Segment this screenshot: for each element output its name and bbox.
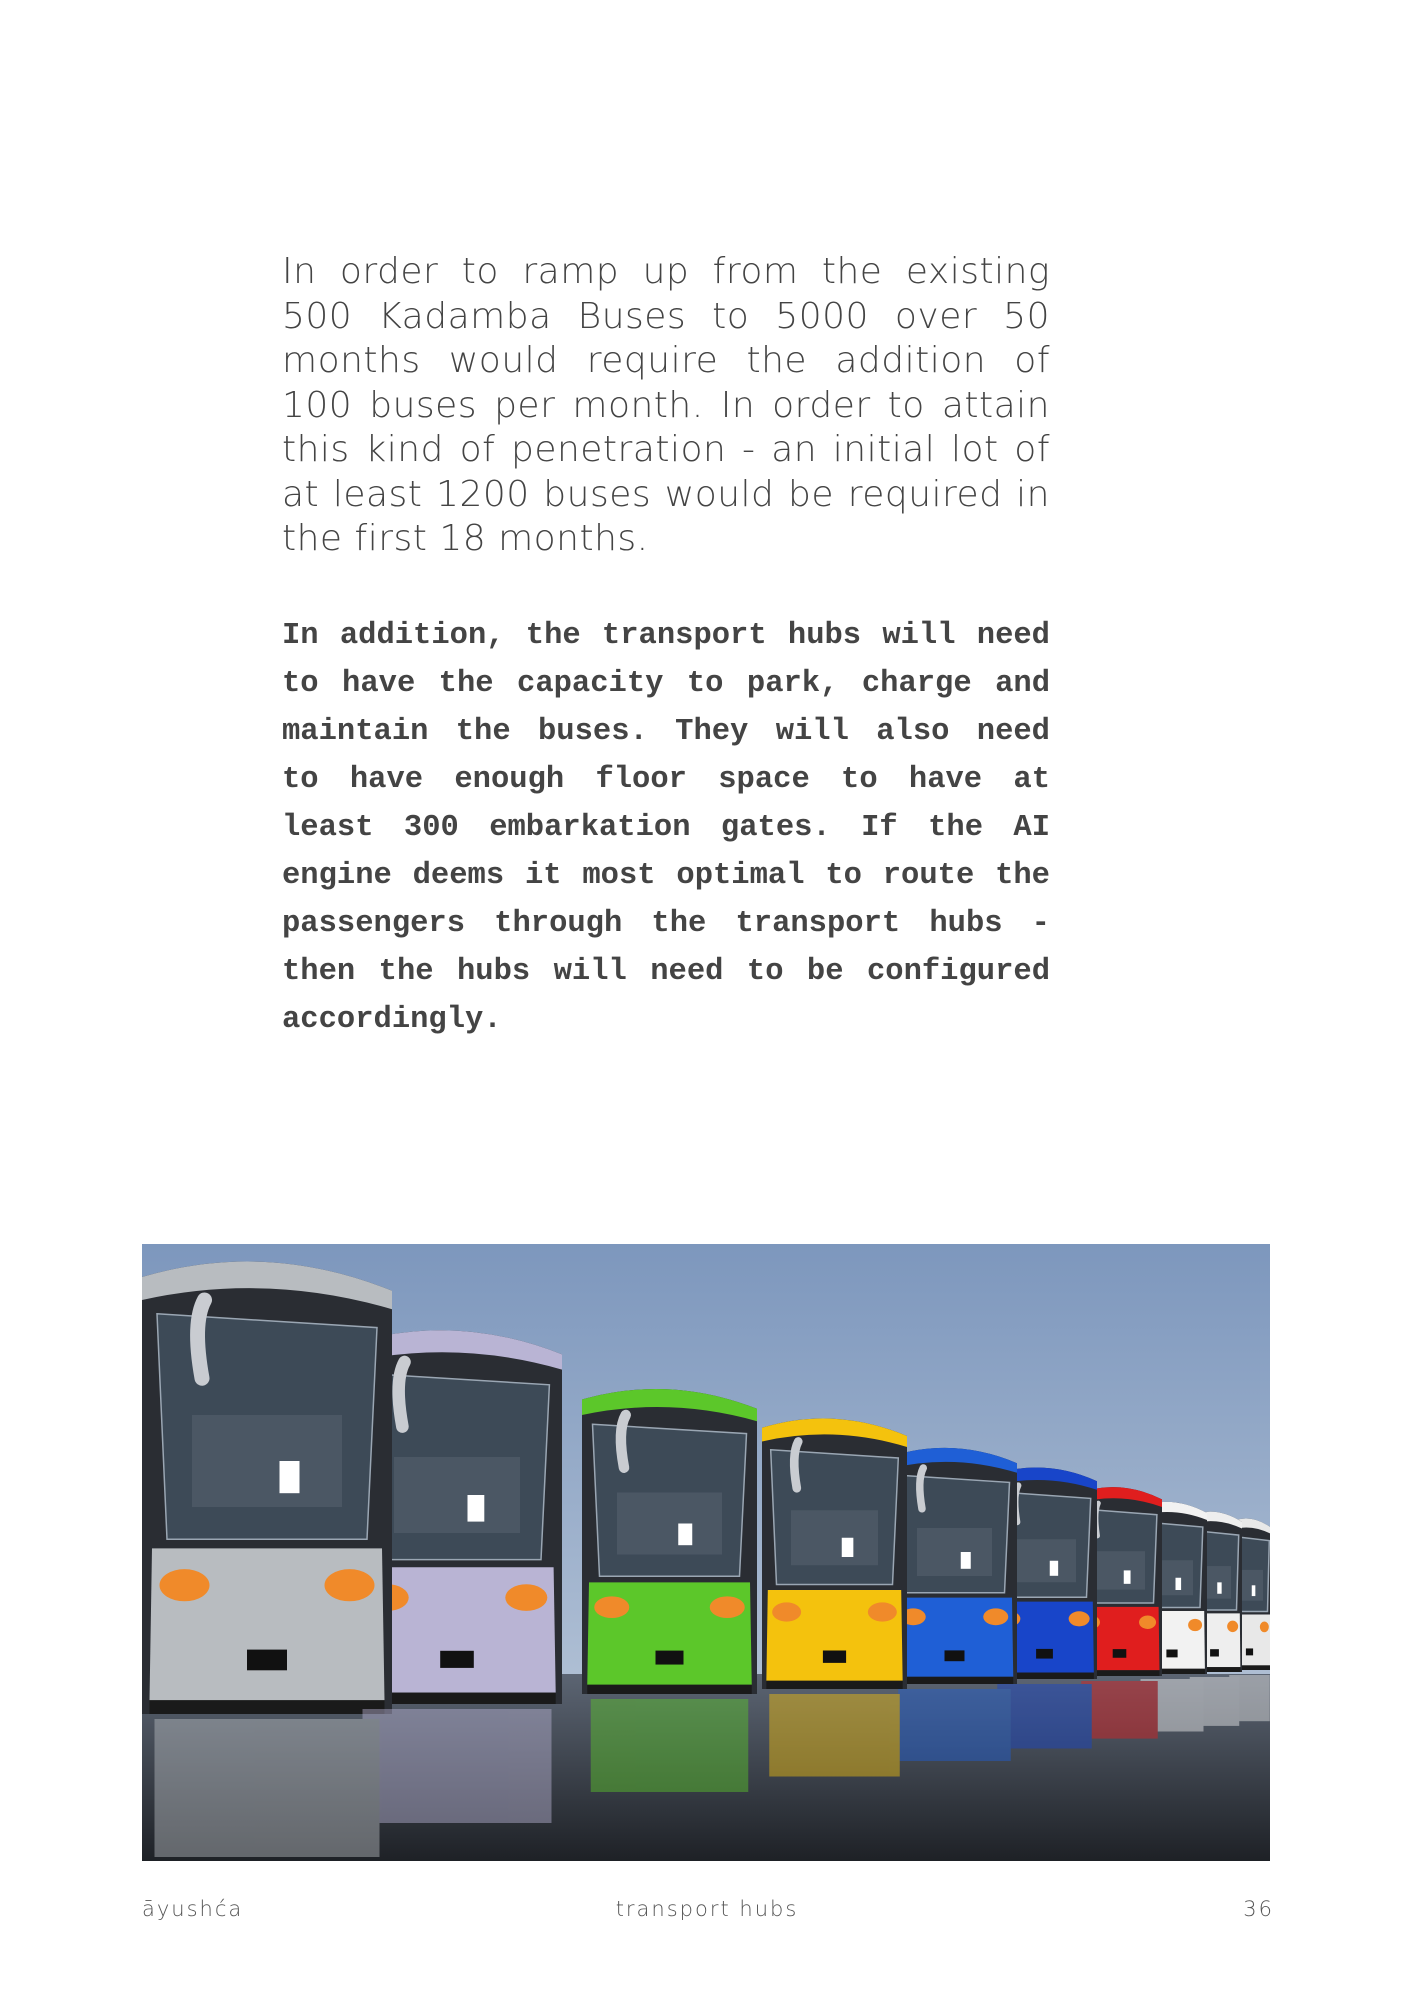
footer-section-title: transport hubs: [615, 1897, 799, 1921]
bus-reflection: [155, 1719, 380, 1857]
buses-photo: [142, 1244, 1270, 1861]
bus-reflection: [591, 1699, 749, 1792]
bus: [892, 1448, 1017, 1684]
bus: [142, 1262, 392, 1714]
body-paragraph-2: In addition, the transport hubs will need to have the capacity to park, charge and maintain the buses. They will also need to have enough floor space to have at least 300 embarkation gates. If the AI engine deems it most optimal to route the passengers through the transport hubs - then the hubs will need to be configured accordingly.: [282, 619, 1050, 1037]
bus-reflection: [1081, 1681, 1158, 1739]
bus-reflection: [363, 1709, 552, 1823]
bus: [582, 1389, 757, 1694]
bus-reflection: [997, 1684, 1092, 1749]
footer-page-number: 36: [1243, 1897, 1274, 1921]
bus-reflection: [769, 1694, 900, 1777]
bus: [762, 1418, 907, 1689]
buses-illustration: [142, 1244, 1270, 1861]
body-paragraph-1: In order to ramp up from the existing 500 Kadamba Buses to 5000 over 50 months would require the addition of 100 buses per month. In order to attain this kind of penetration - an initial lot of at least 1200 buses would be required in the first 18 months.: [282, 251, 1050, 559]
bus-reflection: [898, 1689, 1011, 1761]
footer-brand: āyushća: [142, 1897, 244, 1921]
